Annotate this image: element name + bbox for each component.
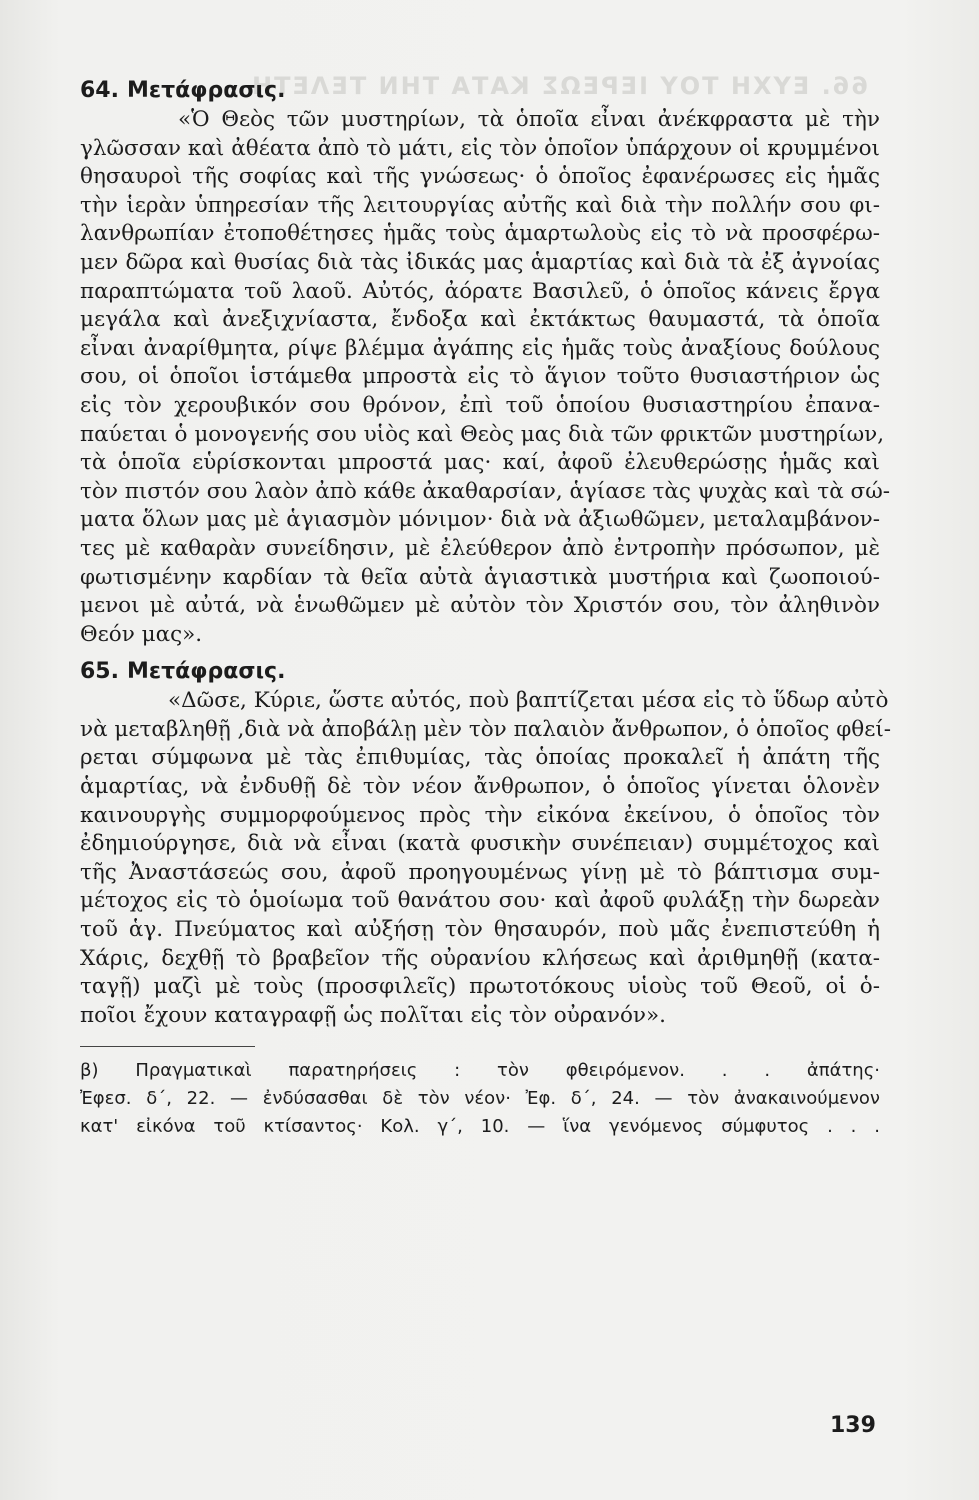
text-line: τὴν ἱερὰν ὑπηρεσίαν τῆς λειτουργίας αὐτῆς καὶ διὰ τὴν πολλήν σου φι- (80, 192, 880, 218)
section-64 (80, 76, 891, 649)
text-line: Χάρις, δεχθῇ τὸ βραβεῖον τῆς οὐρανίου κλήσεως καὶ ἀριθμηθῇ (κατα- (80, 945, 880, 971)
text-line: μενοι μὲ αὐτά, νὰ ἑνωθῶμεν μὲ αὐτὸν τὸν Χριστόν σου, τὸν ἀληθινὸν (80, 593, 880, 619)
text-line: ἐδημιούργησε, διὰ νὰ εἶναι (κατὰ φυσικὴν συνέπειαν) συμμέτοχος καὶ (80, 831, 880, 857)
section-number: 65. (80, 659, 119, 685)
text-line: τοῦ ἁγ. Πνεύματος καὶ αὐξήσῃ τὸν θησαυρόν, ποὺ μᾶς ἐνεπιστεύθη ἡ (80, 917, 880, 943)
text-line: καινουργὴς συμμορφούμενος πρὸς τὴν εἰκόνα ἐκείνου, ὁ ὁποῖος τὸν (80, 802, 880, 828)
text-line: ποῖοι ἔχουν καταγραφῇ ὡς πολῖται εἰς τὸν οὐρανόν». (80, 1002, 666, 1028)
text-line: «Δῶσε, Κύριε, ὥστε αὐτός, ποὺ βαπτίζεται μέσα εἰς τὸ ὕδωρ αὐτὸ (168, 688, 889, 714)
text-line: τὸν πιστόν σου λαὸν ἀπὸ κάθε ἀκαθαρσίαν, ἁγίασε τὰς ψυχὰς καὶ τὰ σώ- (80, 478, 891, 504)
text-line: ταγῇ) μαζὶ μὲ τοὺς (προσφιλεῖς) πρωτοτόκους υἱοὺς τοῦ Θεοῦ, οἱ ὁ- (80, 974, 880, 1000)
text-line: μέτοχος εἰς τὸ ὁμοίωμα τοῦ θανάτου σου· καὶ ἀφοῦ φυλάξῃ τὴν δωρεὰν (80, 888, 880, 914)
section-65 (80, 657, 892, 1030)
section-title: Μετάφρασις. (126, 659, 286, 685)
text-line: τες μὲ καθαρὰν συνείδησιν, μὲ ἐλεύθερον ἀπὸ ἐντροπὴν πρόσωπον, μὲ (80, 535, 880, 561)
text-line: μεγάλα καὶ ἀνεξιχνίαστα, ἔνδοξα καὶ ἐκτάκτως θαυμαστά, τὰ ὁποῖα (80, 307, 880, 333)
text-line: νὰ μεταβληθῇ ,διὰ νὰ ἀποβάλῃ μὲν τὸν παλαιὸν ἄνθρωπον, ὁ ὁποῖος φθεί- (80, 716, 892, 742)
text-line: ἁμαρτίας, νὰ ἐνδυθῇ δὲ τὸν νέον ἄνθρωπον, ὁ ὁποῖος γίνεται ὁλονὲν (80, 774, 880, 800)
text-line: γλῶσσαν καὶ ἀθέατα ἀπὸ τὸ μάτι, εἰς τὸν ὁποῖον ὑπάρχουν οἱ κρυμμένοι (80, 135, 880, 161)
text-line: μεν δῶρα καὶ θυσίας διὰ τὰς ἰδικάς μας ἁμαρτίας καὶ διὰ τὰ ἐξ ἀγνοίας (80, 249, 880, 275)
text-line: σου, οἱ ὁποῖοι ἱστάμεθα μπροστὰ εἰς τὸ ἅγιον τοῦτο θυσιαστήριον ὡς (80, 364, 880, 390)
text-line: τῆς Ἀναστάσεώς σου, ἀφοῦ προηγουμένως γίνῃ μὲ τὸ βάπτισμα συμ- (80, 859, 880, 885)
text-line: εἶναι ἀναρίθμητα, ρίψε βλέμμα ἀγάπης εἰς ἡμᾶς τοὺς ἀναξίους δούλους (80, 335, 880, 361)
text-line: Θεόν μας». (80, 621, 203, 647)
page-content (80, 76, 892, 1141)
footnote (80, 1057, 880, 1141)
bleed-through-text: 66. ΕΥΧΗ ΤΟΥ ΙΕΡΕΩΣ ΚΑΤΑ ΤΗΝ ΤΕΛΕΤΗ (250, 72, 869, 100)
footnote-line: β) Πραγματικαὶ παρατηρήσεις : τὸν φθειρόμενον. . . ἀπάτης· (80, 1060, 880, 1082)
footnote-divider (80, 1046, 255, 1047)
text-line: ματα ὅλων μας μὲ ἁγιασμὸν μόνιμον· διὰ νὰ ἀξιωθῶμεν, μεταλαμβάνον- (80, 507, 880, 533)
text-line: φωτισμένην καρδίαν τὰ θεῖα αὐτὰ ἁγιαστικὰ μυστήρια καὶ ζωοποιού- (80, 564, 880, 590)
section-number: 64. (80, 78, 119, 103)
text-line: «Ὁ Θεὸς τῶν μυστηρίων, τὰ ὁποῖα εἶναι ἀνέκφραστα μὲ τὴν (178, 107, 880, 132)
text-line: θησαυροὶ τῆς σοφίας καὶ τῆς γνώσεως· ὁ ὁποῖος ἐφανέρωσες εἰς ἡμᾶς (80, 164, 880, 190)
section-title: Μετάφρασις. (126, 78, 286, 103)
footnote-line: Ἐφεσ. δ΄, 22. — ἐνδύσασθαι δὲ τὸν νέον· Ἐφ. δ΄, 24. — τὸν ἀνακαινούμενον (80, 1088, 880, 1110)
text-line: ρεται σύμφωνα μὲ τὰς ἐπιθυμίας, τὰς ὁποίας προκαλεῖ ἡ ἀπάτη τῆς (80, 745, 880, 771)
text-line: τὰ ὁποῖα εὑρίσκονται μπροστά μας· καί, ἀφοῦ ἐλευθερώσῃς ἡμᾶς καὶ (80, 450, 880, 476)
section-heading (80, 657, 880, 687)
text-line: παύεται ὁ μονογενής σου υἱὸς καὶ Θεὸς μας διὰ τῶν φρικτῶν μυστηρίων, (80, 421, 885, 447)
section-heading (80, 76, 880, 106)
page-number: 139 (830, 1413, 876, 1438)
footnote-line: κατ' εἰκόνα τοῦ κτίσαντος· Κολ. γ΄, 10. — ἵνα γενόμενος σύμφυτος . . . (80, 1116, 880, 1138)
text-line: παραπτώματα τοῦ λαοῦ. Αὐτός, ἀόρατε Βασιλεῦ, ὁ ὁποῖος κάνεις ἔργα (80, 278, 880, 304)
text-line: λανθρωπίαν ἐτοποθέτησες ἡμᾶς τοὺς ἁμαρτωλοὺς εἰς τὸ νὰ προσφέρω- (80, 221, 880, 247)
text-line: εἰς τὸν χερουβικόν σου θρόνον, ἐπὶ τοῦ ὁποίου θυσιαστηρίου ἐπανα- (80, 392, 880, 418)
